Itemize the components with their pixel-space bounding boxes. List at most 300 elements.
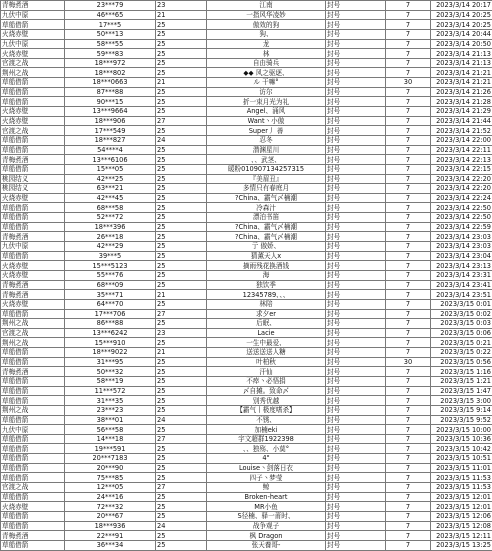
- time-cell[interactable]: 2023/3/15 0:56: [431, 357, 492, 367]
- nickname-cell[interactable]: Louise丶剑落日衣: [207, 463, 326, 473]
- level-cell[interactable]: 25: [156, 222, 207, 232]
- action-cell[interactable]: 封号: [326, 319, 386, 329]
- level-cell[interactable]: 24: [156, 521, 207, 531]
- days-cell[interactable]: 7: [386, 299, 431, 309]
- nickname-cell[interactable]: 狗、: [207, 29, 326, 39]
- server-cell[interactable]: 草船借箭: [1, 463, 65, 473]
- nickname-cell[interactable]: Want丶小傲: [207, 116, 326, 126]
- nickname-cell[interactable]: ?China、霸气〆楠潮: [207, 232, 326, 242]
- server-cell[interactable]: 青梅煮酒: [1, 1, 65, 11]
- server-cell[interactable]: 草船借箭: [1, 511, 65, 521]
- time-cell[interactable]: 2023/3/14 23:04: [431, 251, 492, 261]
- time-cell[interactable]: 2023/3/15 9:52: [431, 415, 492, 425]
- table-row[interactable]: [1, 521, 492, 531]
- account-cell[interactable]: 56***58: [65, 425, 156, 435]
- days-cell[interactable]: 7: [386, 270, 431, 280]
- nickname-cell[interactable]: 『美眉丑』: [207, 174, 326, 184]
- server-cell[interactable]: 火烧赤壁: [1, 261, 65, 271]
- action-cell[interactable]: 封号: [326, 251, 386, 261]
- server-cell[interactable]: 草船借箭: [1, 521, 65, 531]
- nickname-cell[interactable]: 4": [207, 454, 326, 464]
- table-row[interactable]: [1, 492, 492, 502]
- days-cell[interactable]: 7: [386, 328, 431, 338]
- server-cell[interactable]: 官渡之战: [1, 328, 65, 338]
- time-cell[interactable]: 2023/3/15 1:16: [431, 367, 492, 377]
- nickname-cell[interactable]: 〆自摊。致命〆: [207, 386, 326, 396]
- server-cell[interactable]: 官渡之战: [1, 483, 65, 493]
- action-cell[interactable]: 封号: [326, 1, 386, 11]
- account-cell[interactable]: 59***83: [65, 49, 156, 59]
- days-cell[interactable]: 7: [386, 155, 431, 165]
- table-row[interactable]: [1, 463, 492, 473]
- nickname-cell[interactable]: 忍冬: [207, 135, 326, 145]
- nickname-cell[interactable]: 汗仙: [207, 367, 326, 377]
- server-cell[interactable]: 草船借箭: [1, 203, 65, 213]
- nickname-cell[interactable]: 访尔: [207, 87, 326, 97]
- days-cell[interactable]: 7: [386, 10, 431, 20]
- server-cell[interactable]: 火烧赤壁: [1, 270, 65, 280]
- days-cell[interactable]: 7: [386, 39, 431, 49]
- server-cell[interactable]: 九伏中原: [1, 39, 65, 49]
- time-cell[interactable]: 2023/3/15 12:01: [431, 492, 492, 502]
- table-row[interactable]: [1, 29, 492, 39]
- nickname-cell[interactable]: 、、独殇、小莫°: [207, 444, 326, 454]
- action-cell[interactable]: 封号: [326, 135, 386, 145]
- table-row[interactable]: [1, 405, 492, 415]
- account-cell[interactable]: 15***5123: [65, 261, 156, 271]
- time-cell[interactable]: 2023/3/15 11:53: [431, 473, 492, 483]
- account-cell[interactable]: 42***45: [65, 193, 156, 203]
- server-cell[interactable]: 草船借箭: [1, 473, 65, 483]
- nickname-cell[interactable]: 潜渊星川: [207, 145, 326, 155]
- time-cell[interactable]: 2023/3/14 22:11: [431, 145, 492, 155]
- server-cell[interactable]: 草船借箭: [1, 87, 65, 97]
- action-cell[interactable]: 封号: [326, 531, 386, 541]
- nickname-cell[interactable]: 海: [207, 270, 326, 280]
- action-cell[interactable]: 封号: [326, 280, 386, 290]
- level-cell[interactable]: 25: [156, 58, 207, 68]
- server-cell[interactable]: 草船借箭: [1, 454, 65, 464]
- level-cell[interactable]: 27: [156, 116, 207, 126]
- table-row[interactable]: [1, 242, 492, 252]
- action-cell[interactable]: 封号: [326, 425, 386, 435]
- nickname-cell[interactable]: 自由骑兵: [207, 58, 326, 68]
- level-cell[interactable]: 25: [156, 107, 207, 117]
- table-row[interactable]: [1, 251, 492, 261]
- action-cell[interactable]: 封号: [326, 213, 386, 223]
- table-row[interactable]: [1, 290, 492, 300]
- action-cell[interactable]: 封号: [326, 270, 386, 280]
- server-cell[interactable]: 九伏中原: [1, 425, 65, 435]
- level-cell[interactable]: 25: [156, 261, 207, 271]
- time-cell[interactable]: 2023/3/14 21:21: [431, 68, 492, 78]
- action-cell[interactable]: 封号: [326, 328, 386, 338]
- nickname-cell[interactable]: 一指风华凌妙: [207, 10, 326, 20]
- action-cell[interactable]: 封号: [326, 164, 386, 174]
- account-cell[interactable]: 87***88: [65, 87, 156, 97]
- level-cell[interactable]: 24: [156, 415, 207, 425]
- level-cell[interactable]: 25: [156, 319, 207, 329]
- level-cell[interactable]: 25: [156, 463, 207, 473]
- days-cell[interactable]: 7: [386, 376, 431, 386]
- action-cell[interactable]: 封号: [326, 126, 386, 136]
- table-row[interactable]: [1, 68, 492, 78]
- table-row[interactable]: [1, 20, 492, 30]
- action-cell[interactable]: 封号: [326, 203, 386, 213]
- days-cell[interactable]: 7: [386, 58, 431, 68]
- account-cell[interactable]: 72***32: [65, 502, 156, 512]
- time-cell[interactable]: 2023/3/14 21:13: [431, 49, 492, 59]
- action-cell[interactable]: 封号: [326, 193, 386, 203]
- action-cell[interactable]: 封号: [326, 483, 386, 493]
- account-cell[interactable]: 18***972: [65, 58, 156, 68]
- account-cell[interactable]: 68***58: [65, 203, 156, 213]
- nickname-cell[interactable]: ◆◆ 风之驱逐、: [207, 68, 326, 78]
- time-cell[interactable]: 2023/3/15 10:42: [431, 444, 492, 454]
- server-cell[interactable]: 官渡之战: [1, 126, 65, 136]
- days-cell[interactable]: 7: [386, 502, 431, 512]
- table-row[interactable]: [1, 39, 492, 49]
- action-cell[interactable]: 封号: [326, 20, 386, 30]
- account-cell[interactable]: 58***19: [65, 376, 156, 386]
- table-row[interactable]: [1, 540, 492, 550]
- account-cell[interactable]: 18***802: [65, 68, 156, 78]
- days-cell[interactable]: 7: [386, 242, 431, 252]
- action-cell[interactable]: 封号: [326, 405, 386, 415]
- server-cell[interactable]: 草船借箭: [1, 376, 65, 386]
- action-cell[interactable]: 封号: [326, 97, 386, 107]
- level-cell[interactable]: 25: [156, 280, 207, 290]
- table-row[interactable]: [1, 203, 492, 213]
- table-row[interactable]: [1, 155, 492, 165]
- server-cell[interactable]: 荆州之战: [1, 338, 65, 348]
- account-cell[interactable]: 68***09: [65, 280, 156, 290]
- level-cell[interactable]: 25: [156, 425, 207, 435]
- table-row[interactable]: [1, 328, 492, 338]
- action-cell[interactable]: 封号: [326, 463, 386, 473]
- days-cell[interactable]: 30: [386, 78, 431, 88]
- table-row[interactable]: [1, 97, 492, 107]
- time-cell[interactable]: 2023/3/15 0:06: [431, 328, 492, 338]
- account-cell[interactable]: 23***79: [65, 1, 156, 11]
- days-cell[interactable]: 7: [386, 463, 431, 473]
- action-cell[interactable]: 封号: [326, 155, 386, 165]
- days-cell[interactable]: 7: [386, 20, 431, 30]
- account-cell[interactable]: 26***18: [65, 232, 156, 242]
- action-cell[interactable]: 封号: [326, 492, 386, 502]
- level-cell[interactable]: 25: [156, 29, 207, 39]
- time-cell[interactable]: 2023/3/14 23:51: [431, 290, 492, 300]
- level-cell[interactable]: 25: [156, 270, 207, 280]
- level-cell[interactable]: 25: [156, 540, 207, 550]
- level-cell[interactable]: 24: [156, 135, 207, 145]
- account-cell[interactable]: 63***21: [65, 184, 156, 194]
- action-cell[interactable]: 封号: [326, 116, 386, 126]
- action-cell[interactable]: 封号: [326, 396, 386, 406]
- level-cell[interactable]: 25: [156, 193, 207, 203]
- account-cell[interactable]: 50***32: [65, 367, 156, 377]
- time-cell[interactable]: 2023/3/14 20:50: [431, 39, 492, 49]
- action-cell[interactable]: 封号: [326, 261, 386, 271]
- account-cell[interactable]: 13***6242: [65, 328, 156, 338]
- table-row[interactable]: [1, 502, 492, 512]
- level-cell[interactable]: 23: [156, 1, 207, 11]
- account-cell[interactable]: 36***34: [65, 540, 156, 550]
- server-cell[interactable]: 火烧赤壁: [1, 116, 65, 126]
- time-cell[interactable]: 2023/3/15 12:11: [431, 531, 492, 541]
- server-cell[interactable]: 桃园结义: [1, 184, 65, 194]
- time-cell[interactable]: 2023/3/15 13:25: [431, 540, 492, 550]
- level-cell[interactable]: 25: [156, 203, 207, 213]
- level-cell[interactable]: 25: [156, 396, 207, 406]
- nickname-cell[interactable]: 后眠、: [207, 319, 326, 329]
- time-cell[interactable]: 2023/3/15 1:21: [431, 376, 492, 386]
- time-cell[interactable]: 2023/3/15 11:01: [431, 463, 492, 473]
- level-cell[interactable]: 25: [156, 444, 207, 454]
- level-cell[interactable]: 21: [156, 348, 207, 358]
- nickname-cell[interactable]: ?China、霸气〆楠潮: [207, 193, 326, 203]
- server-cell[interactable]: 火烧赤壁: [1, 49, 65, 59]
- table-row[interactable]: [1, 58, 492, 68]
- action-cell[interactable]: 封号: [326, 222, 386, 232]
- server-cell[interactable]: 火烧赤壁: [1, 107, 65, 117]
- time-cell[interactable]: 2023/3/15 10:51: [431, 454, 492, 464]
- nickname-cell[interactable]: 、、武茎、: [207, 155, 326, 165]
- days-cell[interactable]: 7: [386, 97, 431, 107]
- table-row[interactable]: [1, 473, 492, 483]
- days-cell[interactable]: 7: [386, 367, 431, 377]
- time-cell[interactable]: 2023/3/15 1:47: [431, 386, 492, 396]
- account-cell[interactable]: 13***6106: [65, 155, 156, 165]
- server-cell[interactable]: 官渡之战: [1, 58, 65, 68]
- server-cell[interactable]: 草船借箭: [1, 213, 65, 223]
- account-cell[interactable]: 42***25: [65, 174, 156, 184]
- level-cell[interactable]: 25: [156, 68, 207, 78]
- days-cell[interactable]: 7: [386, 425, 431, 435]
- level-cell[interactable]: 25: [156, 242, 207, 252]
- level-cell[interactable]: 27: [156, 309, 207, 319]
- level-cell[interactable]: 25: [156, 20, 207, 30]
- table-row[interactable]: [1, 454, 492, 464]
- action-cell[interactable]: 封号: [326, 473, 386, 483]
- server-cell[interactable]: 青梅煮酒: [1, 280, 65, 290]
- table-row[interactable]: [1, 396, 492, 406]
- nickname-cell[interactable]: Angel、涌风: [207, 107, 326, 117]
- days-cell[interactable]: 7: [386, 222, 431, 232]
- time-cell[interactable]: 2023/3/15 0:01: [431, 299, 492, 309]
- server-cell[interactable]: 火烧赤壁: [1, 193, 65, 203]
- table-row[interactable]: [1, 87, 492, 97]
- server-cell[interactable]: 火烧赤壁: [1, 502, 65, 512]
- server-cell[interactable]: 青梅煮酒: [1, 232, 65, 242]
- account-cell[interactable]: 20***67: [65, 511, 156, 521]
- account-cell[interactable]: 17***5: [65, 20, 156, 30]
- account-cell[interactable]: 46***65: [65, 10, 156, 20]
- time-cell[interactable]: 2023/3/15 12:08: [431, 521, 492, 531]
- nickname-cell[interactable]: 不瘁丶必悟捐: [207, 376, 326, 386]
- nickname-cell[interactable]: 【霸气丨极度嗜杀】: [207, 405, 326, 415]
- nickname-cell[interactable]: 宇文超群1922398: [207, 434, 326, 444]
- action-cell[interactable]: 封号: [326, 299, 386, 309]
- time-cell[interactable]: 2023/3/14 22:59: [431, 222, 492, 232]
- level-cell[interactable]: 25: [156, 126, 207, 136]
- account-cell[interactable]: 17***549: [65, 126, 156, 136]
- action-cell[interactable]: 封号: [326, 78, 386, 88]
- account-cell[interactable]: 75***85: [65, 473, 156, 483]
- time-cell[interactable]: 2023/3/14 21:29: [431, 107, 492, 117]
- days-cell[interactable]: 7: [386, 116, 431, 126]
- level-cell[interactable]: 25: [156, 299, 207, 309]
- days-cell[interactable]: 7: [386, 434, 431, 444]
- action-cell[interactable]: 封号: [326, 511, 386, 521]
- action-cell[interactable]: 封号: [326, 58, 386, 68]
- account-cell[interactable]: 58***55: [65, 39, 156, 49]
- server-cell[interactable]: 九伏中原: [1, 10, 65, 20]
- level-cell[interactable]: 23: [156, 328, 207, 338]
- server-cell[interactable]: 草船借箭: [1, 135, 65, 145]
- table-row[interactable]: [1, 135, 492, 145]
- time-cell[interactable]: 2023/3/14 22:20: [431, 184, 492, 194]
- days-cell[interactable]: 7: [386, 338, 431, 348]
- nickname-cell[interactable]: 林陪: [207, 299, 326, 309]
- account-cell[interactable]: 18***827: [65, 135, 156, 145]
- server-cell[interactable]: 草船借箭: [1, 357, 65, 367]
- time-cell[interactable]: 2023/3/14 21:28: [431, 97, 492, 107]
- nickname-cell[interactable]: 猜薰天人x: [207, 251, 326, 261]
- nickname-cell[interactable]: 亍 傲娇、: [207, 242, 326, 252]
- table-row[interactable]: [1, 434, 492, 444]
- server-cell[interactable]: 草船借箭: [1, 164, 65, 174]
- table-row[interactable]: [1, 164, 492, 174]
- level-cell[interactable]: 25: [156, 164, 207, 174]
- time-cell[interactable]: 2023/3/14 22:13: [431, 155, 492, 165]
- nickname-cell[interactable]: 独饮季: [207, 280, 326, 290]
- time-cell[interactable]: 2023/3/14 22:00: [431, 135, 492, 145]
- action-cell[interactable]: 封号: [326, 68, 386, 78]
- table-row[interactable]: [1, 126, 492, 136]
- nickname-cell[interactable]: 叶柏秋: [207, 357, 326, 367]
- table-row[interactable]: [1, 280, 492, 290]
- nickname-cell[interactable]: 一生中最爱、: [207, 338, 326, 348]
- server-cell[interactable]: 草船借箭: [1, 222, 65, 232]
- server-cell[interactable]: 草船借箭: [1, 97, 65, 107]
- server-cell[interactable]: 草船借箭: [1, 415, 65, 425]
- action-cell[interactable]: 封号: [326, 348, 386, 358]
- action-cell[interactable]: 封号: [326, 357, 386, 367]
- server-cell[interactable]: 荆州之战: [1, 68, 65, 78]
- action-cell[interactable]: 封号: [326, 338, 386, 348]
- days-cell[interactable]: 7: [386, 213, 431, 223]
- nickname-cell[interactable]: 暖粉010907134257315: [207, 164, 326, 174]
- days-cell[interactable]: 7: [386, 193, 431, 203]
- server-cell[interactable]: 草船借箭: [1, 145, 65, 155]
- nickname-cell[interactable]: 别秀优越: [207, 396, 326, 406]
- time-cell[interactable]: 2023/3/14 22:20: [431, 174, 492, 184]
- account-cell[interactable]: 42***29: [65, 242, 156, 252]
- action-cell[interactable]: 封号: [326, 107, 386, 117]
- nickname-cell[interactable]: 枫 Dragon: [207, 531, 326, 541]
- days-cell[interactable]: 7: [386, 531, 431, 541]
- level-cell[interactable]: 25: [156, 357, 207, 367]
- level-cell[interactable]: 25: [156, 39, 207, 49]
- days-cell[interactable]: 7: [386, 29, 431, 39]
- level-cell[interactable]: 21: [156, 10, 207, 20]
- action-cell[interactable]: 封号: [326, 521, 386, 531]
- nickname-cell[interactable]: 鲸: [207, 483, 326, 493]
- server-cell[interactable]: 草船借箭: [1, 444, 65, 454]
- server-cell[interactable]: 草船借箭: [1, 20, 65, 30]
- level-cell[interactable]: 21: [156, 78, 207, 88]
- account-cell[interactable]: 18***936: [65, 521, 156, 531]
- time-cell[interactable]: 2023/3/15 3:00: [431, 396, 492, 406]
- table-row[interactable]: [1, 107, 492, 117]
- table-row[interactable]: [1, 222, 492, 232]
- time-cell[interactable]: 2023/3/14 22:15: [431, 164, 492, 174]
- nickname-cell[interactable]: Broken-heart: [207, 492, 326, 502]
- days-cell[interactable]: 7: [386, 511, 431, 521]
- account-cell[interactable]: 31***95: [65, 357, 156, 367]
- time-cell[interactable]: 2023/3/14 20:25: [431, 10, 492, 20]
- account-cell[interactable]: 38***01: [65, 415, 156, 425]
- table-row[interactable]: [1, 415, 492, 425]
- account-cell[interactable]: 52***72: [65, 213, 156, 223]
- nickname-cell[interactable]: Super丿 善: [207, 126, 326, 136]
- days-cell[interactable]: 7: [386, 261, 431, 271]
- nickname-cell[interactable]: 冷森汁: [207, 203, 326, 213]
- days-cell[interactable]: 7: [386, 386, 431, 396]
- time-cell[interactable]: 2023/3/15 10:00: [431, 425, 492, 435]
- time-cell[interactable]: 2023/3/14 23:03: [431, 242, 492, 252]
- days-cell[interactable]: 7: [386, 405, 431, 415]
- days-cell[interactable]: 7: [386, 135, 431, 145]
- days-cell[interactable]: 7: [386, 540, 431, 550]
- level-cell[interactable]: 25: [156, 531, 207, 541]
- account-cell[interactable]: 19***591: [65, 444, 156, 454]
- nickname-cell[interactable]: 送送送送人糖: [207, 348, 326, 358]
- days-cell[interactable]: 7: [386, 164, 431, 174]
- days-cell[interactable]: 7: [386, 49, 431, 59]
- days-cell[interactable]: 7: [386, 415, 431, 425]
- level-cell[interactable]: 25: [156, 213, 207, 223]
- days-cell[interactable]: 7: [386, 174, 431, 184]
- days-cell[interactable]: 7: [386, 251, 431, 261]
- level-cell[interactable]: 25: [156, 386, 207, 396]
- nickname-cell[interactable]: ?China、霸气〆楠潮: [207, 222, 326, 232]
- account-cell[interactable]: 35***71: [65, 290, 156, 300]
- level-cell[interactable]: 25: [156, 405, 207, 415]
- time-cell[interactable]: 2023/3/14 22:50: [431, 213, 492, 223]
- days-cell[interactable]: 7: [386, 473, 431, 483]
- account-cell[interactable]: 54****4: [65, 145, 156, 155]
- time-cell[interactable]: 2023/3/15 0:03: [431, 319, 492, 329]
- table-row[interactable]: [1, 319, 492, 329]
- action-cell[interactable]: 封号: [326, 309, 386, 319]
- server-cell[interactable]: 草船借箭: [1, 434, 65, 444]
- time-cell[interactable]: 2023/3/14 21:26: [431, 87, 492, 97]
- action-cell[interactable]: 封号: [326, 49, 386, 59]
- time-cell[interactable]: 2023/3/15 0:21: [431, 338, 492, 348]
- days-cell[interactable]: 7: [386, 184, 431, 194]
- nickname-cell[interactable]: 摘雨残花换酒钱: [207, 261, 326, 271]
- days-cell[interactable]: 30: [386, 357, 431, 367]
- account-cell[interactable]: 18***9022: [65, 348, 156, 358]
- server-cell[interactable]: 草船借箭: [1, 309, 65, 319]
- account-cell[interactable]: 31***35: [65, 396, 156, 406]
- table-row[interactable]: [1, 338, 492, 348]
- account-cell[interactable]: 20***7183: [65, 454, 156, 464]
- server-cell[interactable]: 九伏中原: [1, 242, 65, 252]
- days-cell[interactable]: 7: [386, 309, 431, 319]
